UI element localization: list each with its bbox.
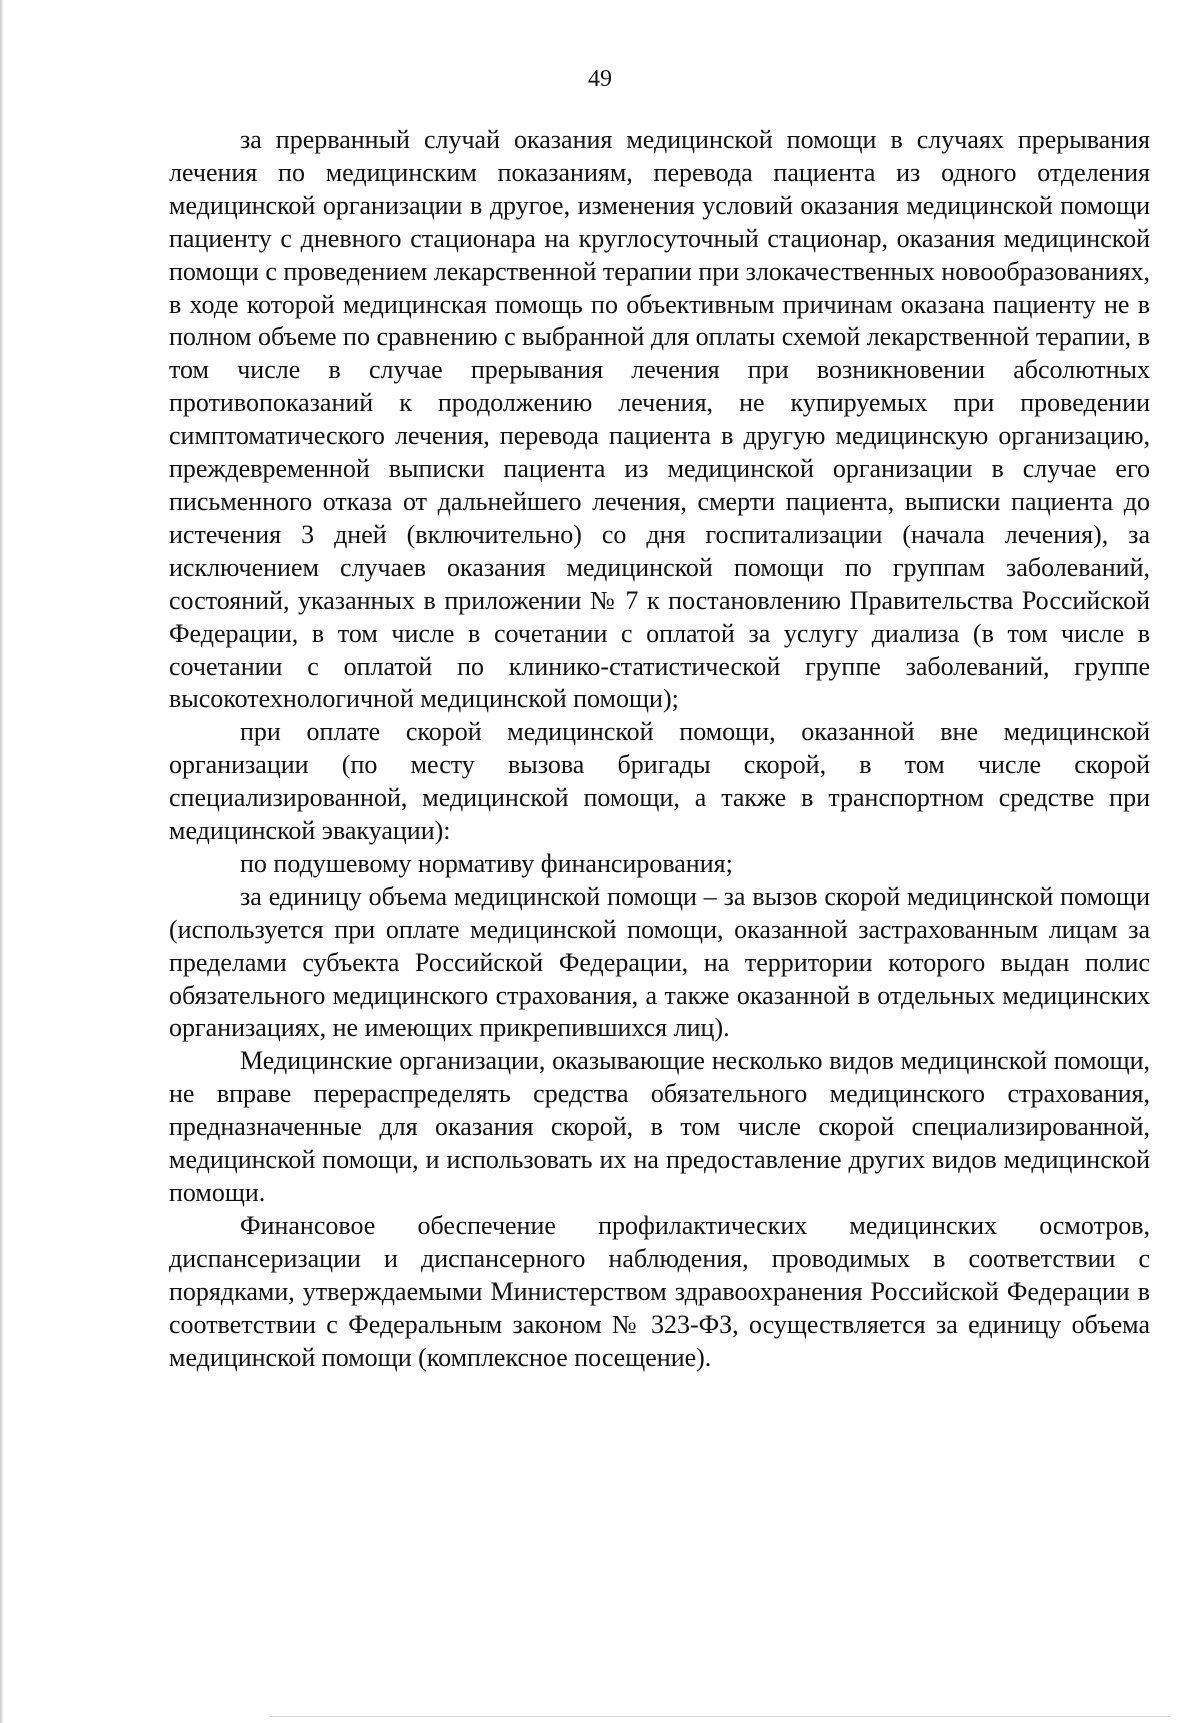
paragraph-redistribution: Медицинские организации, оказывающие несколько видов медицинской помощи, не вправе перераспределять средства обязательного медицинского страхования, предназначенные для оказания скорой, в том числе скорой специализированной, медицинской помощи, и использовать их на предоставление других видов медицинской помощи. bbox=[169, 1046, 1150, 1207]
paragraph-per-call: за единицу объема медицинской помощи – за вызов скорой медицинской помощи (используется при оплате медицинской помощи, оказанной застрахованным лицам за пределами субъекта Российской Федерации, на территории которого выдан полис обязательного медицинского страхования, а также оказанной в отдельных медицинских организациях, не имеющих прикрепившихся лиц). bbox=[169, 881, 1150, 1043]
scan-edge-left bbox=[0, 0, 3, 1723]
paragraph-interrupted-case: за прерванный случай оказания медицинской помощи в случаях прерывания лечения по медицинским показаниям, перевода пациента из одного отделения медицинской организации в другое, изменения условий оказания медицинской помощи пациенту с дневного стационара на круглосуточный стационар, оказания медицинской помощи с проведением лекарственной терапии при злокачественных новообразованиях, в ходе которой медицинская помощь по объективным причинам оказана пациенту не в полном объеме по сравнению с выбранной для оплаты схемой лекарственной терапии, в том числе в случае прерывания лечения при возникновении абсолютных противопоказаний к продолжению лечения, не купируемых при проведении симптоматического лечения, перевода пациента в другую медицинскую организацию, преждевременной выписки пациента из медицинской организации в случае его письменного отказа от дальнейшего лечения, смерти пациента, выписки пациента до истечения 3 дней (включительно) со дня госпитализации (начала лечения), за исключением случаев оказания медицинской помощи по группам заболеваний, состояний, указанных в приложении № 7 к постановлению Правительства Российской Федерации, в том числе в сочетании с оплатой за услугу диализа (в том числе в сочетании с оплатой по клинико-статистической группе заболеваний, группе высокотехнологичной медицинской помощи); bbox=[169, 125, 1150, 714]
page-number: 49 bbox=[588, 66, 612, 92]
scan-edge-bottom bbox=[270, 1716, 1170, 1717]
paragraph-emergency-payment: при оплате скорой медицинской помощи, оказанной вне медицинской организации (по месту вызова бригады скорой, в том числе скорой специализированной, медицинской помощи, а также в транспортном средстве при медицинской эвакуации): bbox=[169, 717, 1150, 846]
paragraph-preventive-financing: Финансовое обеспечение профилактических медицинских осмотров, диспансеризации и диспансерного наблюдения, проводимых в соответствии с порядками, утверждаемыми Министерством здравоохранения Российской Федерации в соответствии с Федеральным законом № 323-ФЗ, осуществляется за единицу объема медицинской помощи (комплексное посещение). bbox=[169, 1210, 1150, 1372]
document-body bbox=[169, 124, 1150, 1374]
paragraph-per-capita: по подушевому нормативу финансирования; bbox=[240, 848, 733, 878]
